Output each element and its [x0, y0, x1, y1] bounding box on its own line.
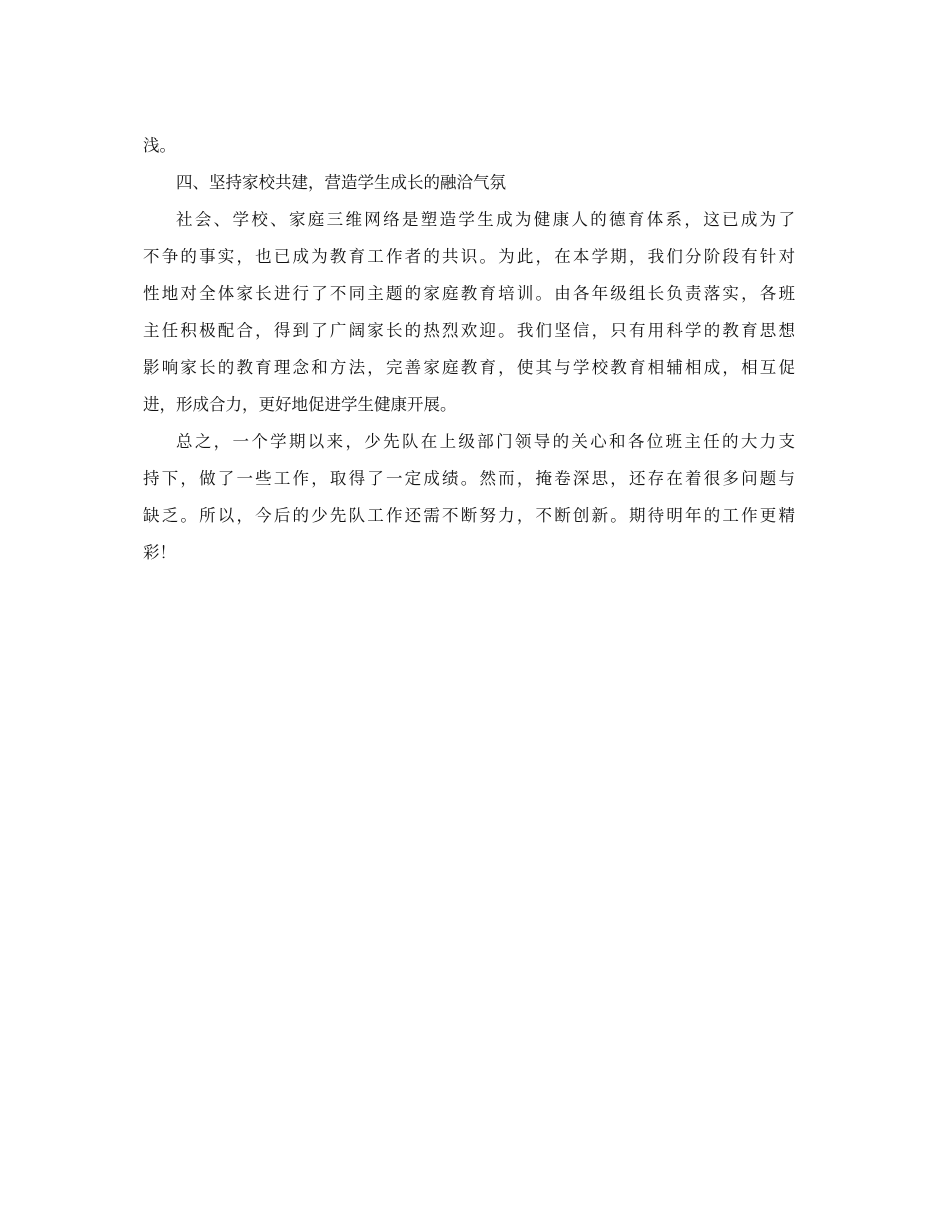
paragraph-line: 彩！	[143, 543, 176, 562]
paragraph-line: 不争的事实，也已成为教育工作者的共识。为此，在本学期，我们分阶段有针对	[143, 247, 795, 266]
paragraph-line: 进，形成合力，更好地促进学生健康开展。	[143, 395, 457, 414]
paragraph-line: 性地对全体家长进行了不同主题的家庭教育培训。由各年级组长负责落实，各班	[143, 284, 795, 303]
paragraph-line: 主任积极配合，得到了广阔家长的热烈欢迎。我们坚信，只有用科学的教育思想	[143, 321, 795, 340]
paragraph-line: 缺乏。所以，今后的少先队工作还需不断努力，不断创新。期待明年的工作更精	[143, 506, 795, 525]
paragraph-continuation-line: 浅。	[143, 136, 176, 155]
paragraph-line: 社会、学校、家庭三维网络是塑造学生成为健康人的德育体系，这已成为了	[176, 210, 795, 229]
paragraph-line: 影响家长的教育理念和方法，完善家庭教育，使其与学校教育相辅相成，相互促	[143, 358, 795, 377]
section-heading: 四、坚持家校共建，营造学生成长的融洽气氛	[176, 173, 506, 192]
document-body	[143, 127, 795, 571]
paragraph-line: 总之，一个学期以来，少先队在上级部门领导的关心和各位班主任的大力支	[176, 432, 795, 451]
paragraph-line: 持下，做了一些工作，取得了一定成绩。然而，掩卷深思，还存在着很多问题与	[143, 469, 795, 488]
